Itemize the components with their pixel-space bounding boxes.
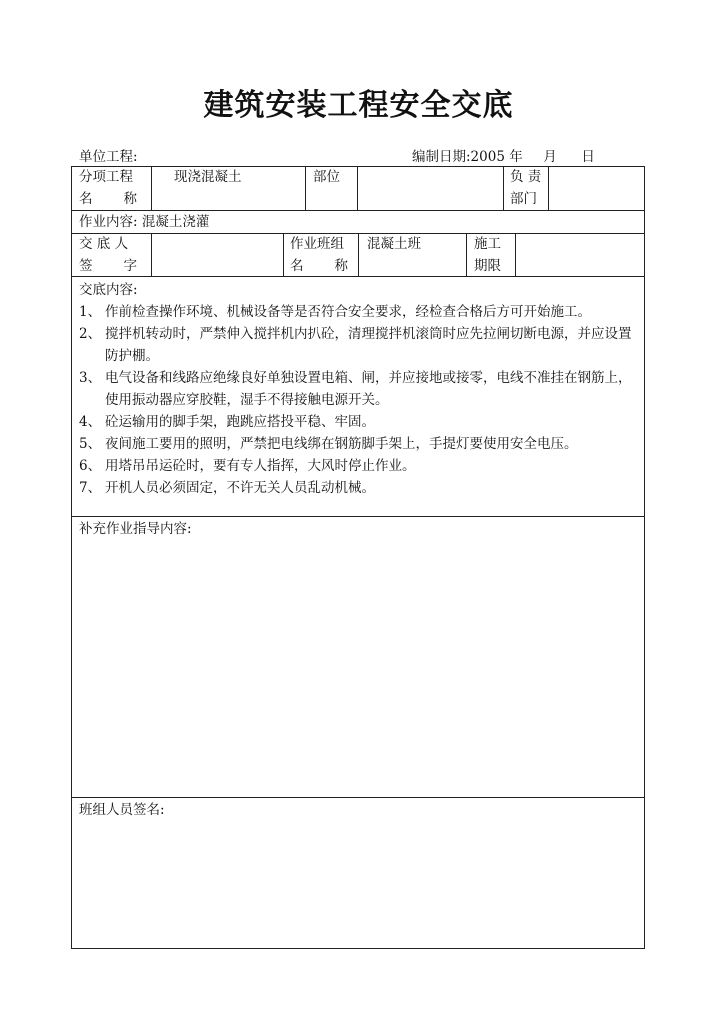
- responsible-dept-label-line2: 部门: [510, 191, 537, 207]
- list-item-number: 1、: [79, 304, 102, 320]
- discloser-signature-value[interactable]: [156, 233, 278, 273]
- row-divider: [71, 276, 645, 277]
- col-divider: [466, 233, 467, 276]
- supplement-heading: 补充作业指导内容:: [79, 521, 192, 537]
- col-divider: [548, 166, 549, 210]
- team-signature-area[interactable]: [75, 823, 641, 943]
- team-name-label: [290, 233, 352, 277]
- team-name-label-char: 名: [290, 258, 304, 274]
- construction-period-label-line1: 施工: [474, 236, 501, 252]
- compile-date-label: 编制日期:2005 年: [412, 149, 523, 165]
- col-divider: [283, 233, 284, 276]
- compile-date: [412, 145, 595, 165]
- col-divider: [358, 233, 359, 276]
- list-item-number: 5、: [79, 436, 102, 452]
- work-content: 作业内容: 混凝土浇灌: [79, 214, 210, 230]
- discloser-label-char: 字: [123, 258, 137, 274]
- project-name-value[interactable]: 现浇混凝土: [174, 169, 242, 185]
- construction-period-value[interactable]: [520, 233, 640, 273]
- list-item: [79, 455, 641, 477]
- col-divider: [357, 166, 358, 210]
- part-value[interactable]: [362, 166, 498, 206]
- list-item-text: 砼运输用的脚手架，跑跳应搭投平稳、牢固。: [105, 414, 375, 430]
- team-name-label-line1: 作业班组: [290, 236, 344, 252]
- document-title: 建筑安装工程安全交底: [203, 88, 514, 123]
- list-item-text: 作前检查操作环境、机械设备等是否符合安全要求，经检查合格后方可开始施工。: [105, 304, 591, 320]
- row-divider: [71, 516, 645, 517]
- project-name-label-line1: 分项工程: [79, 169, 133, 185]
- supplement-content-area[interactable]: [75, 542, 641, 792]
- construction-period-label: [474, 233, 501, 277]
- discloser-label-char: 签: [79, 258, 93, 274]
- col-divider: [151, 166, 152, 210]
- discloser-label-line1: 交 底 人: [79, 236, 129, 252]
- list-item: [79, 323, 641, 367]
- list-item: [79, 301, 641, 323]
- responsible-dept-label: [510, 166, 541, 210]
- list-item-text: 夜间施工要用的照明，严禁把电线绑在钢筋脚手架上，手提灯要使用安全电压。: [105, 436, 578, 452]
- compile-date-month: 月: [543, 149, 557, 165]
- responsible-dept-label-line1: 负 责: [510, 169, 542, 185]
- list-item: [79, 477, 641, 499]
- team-name-value[interactable]: 混凝土班: [367, 236, 421, 252]
- project-name-label-char: 名: [79, 191, 93, 207]
- unit-project-label: 单位工程:: [79, 149, 138, 165]
- list-item-text: 搅拌机转动时，严禁伸入搅拌机内扒砼，清理搅拌机滚筒时应先拉闸切断电源，并应设置防护棚。: [105, 326, 632, 364]
- list-item-number: 3、: [79, 370, 102, 386]
- project-name-label: [79, 166, 145, 210]
- list-item: [79, 411, 641, 433]
- list-item-number: 6、: [79, 458, 102, 474]
- list-item-text: 用塔吊吊运砼时，要有专人指挥，大风时停止作业。: [105, 458, 416, 474]
- list-item: [79, 367, 641, 411]
- construction-period-label-line2: 期限: [474, 258, 501, 274]
- col-divider: [305, 166, 306, 210]
- compile-date-day: 日: [581, 149, 595, 165]
- col-divider: [503, 166, 504, 210]
- disclosure-content: [79, 279, 641, 499]
- project-name-label-char: 称: [123, 191, 137, 207]
- team-name-label-char: 称: [334, 258, 348, 274]
- disclosure-heading: 交底内容:: [79, 282, 138, 298]
- list-item-number: 4、: [79, 414, 102, 430]
- responsible-dept-value[interactable]: [553, 166, 641, 206]
- part-label: 部位: [313, 169, 340, 185]
- list-item: [79, 433, 641, 455]
- list-item-text: 电气设备和线路应绝缘良好单独设置电箱、闸，并应接地或接零，电线不准挂在钢筋上，使用振动器应穿胶鞋，湿手不得接触电源开关。: [105, 370, 632, 408]
- list-item-number: 2、: [79, 326, 102, 342]
- row-divider: [71, 797, 645, 798]
- col-divider: [151, 233, 152, 276]
- list-item-number: 7、: [79, 480, 102, 496]
- discloser-label: [79, 233, 145, 277]
- team-signature-heading: 班组人员签名:: [79, 802, 165, 818]
- col-divider: [515, 233, 516, 276]
- list-item-text: 开机人员必须固定，不许无关人员乱动机械。: [105, 480, 375, 496]
